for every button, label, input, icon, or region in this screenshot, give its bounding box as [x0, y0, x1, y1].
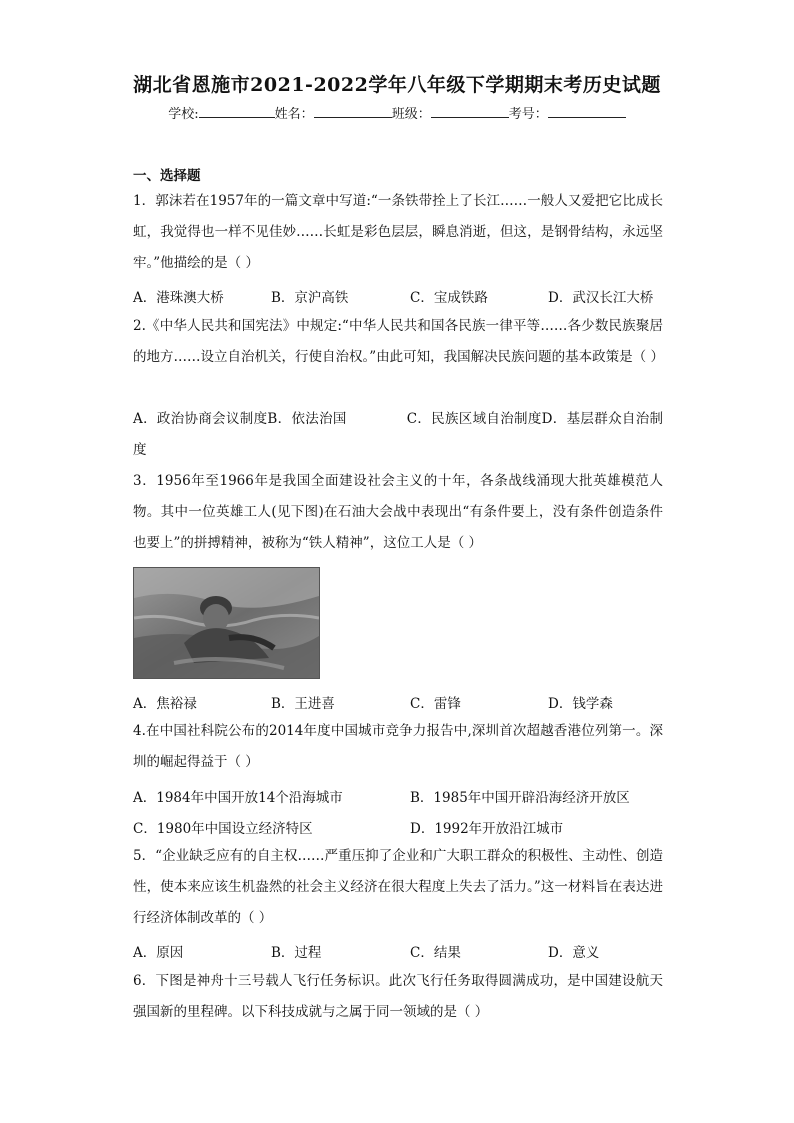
class-blank: [431, 105, 509, 118]
q4-option-b: B．1985年中国开辟沿海经济开放区: [410, 790, 630, 806]
number-blank: [548, 105, 626, 118]
q2-option-d: D．基层群众自治制度: [133, 411, 664, 458]
question-2-options: [133, 404, 663, 466]
question-3-options: [133, 692, 673, 714]
question-1-stem: 1．郭沫若在1957年的一篇文章中写道:“一条铁带拴上了长江……一般人又爱把它比成长虹，我觉得也一样不见佳妙……长虹是彩色层层，瞬息消逝，但这，是钢骨结构，永远坚牢。”他描绘的是（ ）: [133, 193, 663, 271]
student-info-line: [0, 103, 794, 122]
q1-option-d: D．武汉长江大桥: [548, 290, 654, 306]
oil-worker-photo: [133, 567, 320, 679]
q1-option-c: C．宝成铁路: [410, 290, 488, 306]
q4-option-a: A．1984年中国开放14个沿海城市: [133, 790, 343, 806]
q1-option-a: A．港珠澳大桥: [133, 290, 224, 306]
q4-option-c: C．1980年中国设立经济特区: [133, 821, 313, 837]
q5-option-d: D．意义: [548, 945, 600, 961]
question-4-stem: 4.在中国社科院公布的2014年度中国城市竞争力报告中,深圳首次超越香港位列第一。深圳的崛起得益于（ ）: [133, 723, 663, 770]
q2-option-a: A．政治协商会议制度: [133, 411, 268, 427]
q2-option-c: C．民族区域自治制度: [406, 411, 542, 427]
oil-worker-illustration: [134, 568, 319, 678]
q3-option-a: A．焦裕禄: [133, 696, 197, 712]
q3-option-b: B．王进喜: [271, 696, 335, 712]
q2-option-b: B．依法治国: [267, 411, 347, 427]
school-blank: [199, 105, 275, 118]
question-3-stem: 3．1956年至1966年是我国全面建设社会主义的十年，各条战线涌现大批英雄模范人物。其中一位英雄工人(见下图)在石油大会战中表现出“有条件要上，没有条件创造条件也要上”的拼搏精神，被称为“铁人精神”，这位工人是（ ）: [133, 473, 663, 551]
name-label: 姓名：: [274, 107, 314, 122]
question-1-options: [133, 286, 673, 308]
q1-option-b: B．京沪高铁: [271, 290, 349, 306]
q3-option-d: D．钱学森: [548, 696, 613, 712]
section-heading: 一、选择题: [133, 168, 201, 184]
question-6-stem: 6．下图是神舟十三号载人飞行任务标识。此次飞行任务取得圆满成功，是中国建设航天强国新的里程碑。以下科技成就与之属于同一领域的是（ ）: [133, 973, 663, 1020]
q5-option-c: C．结果: [410, 945, 461, 961]
q5-option-a: A．原因: [133, 945, 184, 961]
question-2-stem: 2.《中华人民共和国宪法》中规定:“中华人民共和国各民族一律平等……各少数民族聚居的地方……设立自治机关，行使自治权。”由此可知，我国解决民族问题的基本政策是（ ）: [133, 318, 664, 365]
school-label: 学校:: [168, 107, 199, 122]
exam-title: 湖北省恩施市2021-2022学年八年级下学期期末考历史试题: [133, 74, 661, 96]
question-5-stem: 5．“企业缺乏应有的自主权……严重压抑了企业和广大职工群众的积极性、主动性、创造性，使本来应该生机盎然的社会主义经济在很大程度上失去了活力。”这一材料旨在表达进行经济体制改革的（ ）: [133, 848, 663, 926]
q5-option-b: B．过程: [271, 945, 322, 961]
question-4-options-row1: [133, 786, 673, 808]
q3-option-c: C．雷锋: [410, 696, 461, 712]
name-blank: [314, 105, 392, 118]
number-label: 考号：: [508, 107, 548, 122]
class-label: 班级：: [391, 107, 431, 122]
question-4-options-row2: [133, 817, 673, 839]
question-5-options: [133, 941, 673, 963]
q4-option-d: D．1992年开放沿江城市: [410, 821, 564, 837]
